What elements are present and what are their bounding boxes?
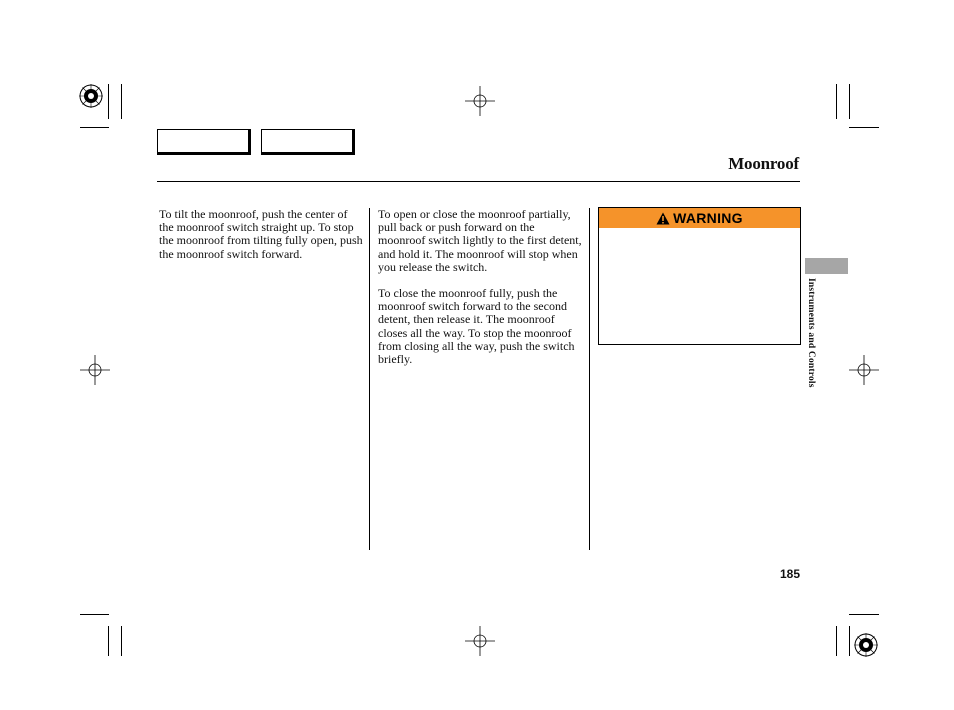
crop-mark [80,127,109,128]
column-divider [369,208,370,550]
crosshair-mark-icon [465,626,495,656]
warning-label: WARNING [673,210,743,226]
middle-column [378,208,584,379]
crop-mark [121,84,122,119]
warning-triangle-icon [656,212,670,225]
crop-mark [121,626,122,656]
warning-header [599,208,800,228]
nav-button-table-of-contents[interactable] [261,129,355,155]
registration-target-icon [78,83,104,109]
crosshair-mark-icon [80,355,110,385]
crop-mark [849,614,879,615]
registration-target-icon [853,632,879,658]
crop-mark [836,84,837,119]
paragraph: To tilt the moonroof, push the center of the moonroof switch straight up. To stop the moonroof from tilting fully open, push the moonroof switch forward. [159,207,363,261]
page-number: 185 [779,567,800,581]
paragraph: To close the moonroof fully, push the moonroof switch forward to the second detent, then release it. The moonroof closes all the way. To stop the moonroof from closing all the way, push the switch briefly. [378,286,575,367]
crosshair-mark-icon [465,86,495,116]
crop-mark [849,626,850,656]
section-tab[interactable] [805,258,848,274]
crop-mark [108,84,109,119]
column-divider [589,208,590,550]
crop-mark [80,614,109,615]
paragraph: To open or close the moonroof partially, pull back or push forward on the moonroof switch lightly to the first detent, and hold it. The moonroof will stop when you release the switch. [378,207,582,274]
nav-button-main-menu[interactable] [157,129,251,155]
crop-mark [849,84,850,119]
warning-box [598,207,801,345]
page-title: Moonroof [728,154,799,173]
crop-mark [849,127,879,128]
crop-mark [836,626,837,656]
crop-mark [108,626,109,656]
left-column [159,208,364,274]
crosshair-mark-icon [849,355,879,385]
section-label: Instruments and Controls [806,278,816,388]
title-divider [157,181,800,182]
